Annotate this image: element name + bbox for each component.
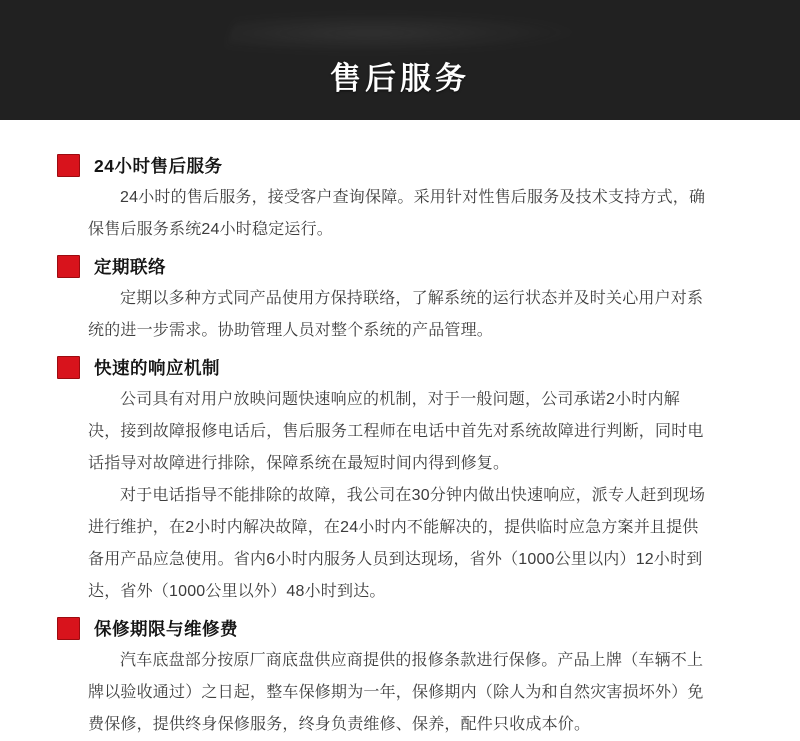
section-heading: 24小时售后服务 — [94, 155, 223, 176]
red-square-bullet-icon — [57, 356, 80, 379]
section-paragraph: 汽车底盘部分按原厂商底盘供应商提供的报修条款进行保修。产品上牌（车辆不上牌以验收通过）之日起，整车保修期为一年，保修期内（除人为和自然灾害损坏外）免费保修，提供终身保修服务，终身负责维修、保养，配件只收成本价。 — [88, 652, 704, 733]
watermark — [223, 12, 587, 54]
section-24h-service — [57, 154, 712, 246]
section-heading: 快速的响应机制 — [94, 357, 220, 378]
section-paragraph: 定期以多种方式同产品使用方保持联络，了解系统的运行状态并及时关心用户对系统的进一步需求。协助管理人员对整个系统的产品管理。 — [88, 290, 704, 339]
section-heading-row — [57, 154, 712, 177]
red-square-bullet-icon — [57, 617, 80, 640]
section-quick-response — [57, 356, 712, 608]
content-area — [0, 120, 800, 741]
section-heading-row — [57, 617, 712, 640]
red-square-bullet-icon — [57, 255, 80, 278]
section-paragraph: 24小时的售后服务，接受客户查询保障。采用针对性售后服务及技术支持方式，确保售后服务系统24小时稳定运行。 — [88, 189, 706, 238]
page-header — [0, 0, 800, 120]
section-warranty — [57, 617, 712, 741]
section-heading: 保修期限与维修费 — [94, 618, 238, 639]
red-square-bullet-icon — [57, 154, 80, 177]
section-heading-row — [57, 356, 712, 379]
section-heading: 定期联络 — [94, 256, 166, 277]
page-title: 售后服务 — [330, 61, 470, 96]
section-regular-contact — [57, 255, 712, 347]
section-paragraph: 对于电话指导不能排除的故障，我公司在30分钟内做出快速响应，派专人赶到现场进行维护，在2小时内解决故障，在24小时内不能解决的，提供临时应急方案并且提供备用产品应急使用。省内6小时内服务人员到达现场，省外（1000公里以内）12小时到达，省外（1000公里以外）48小时到达。 — [88, 487, 706, 600]
section-heading-row — [57, 255, 712, 278]
section-paragraph: 公司具有对用户放映问题快速响应的机制，对于一般问题，公司承诺2小时内解决，接到故障报修电话后，售后服务工程师在电话中首先对系统故障进行判断，同时电话指导对故障进行排除，保障系统在最短时间内得到修复。 — [88, 391, 704, 472]
